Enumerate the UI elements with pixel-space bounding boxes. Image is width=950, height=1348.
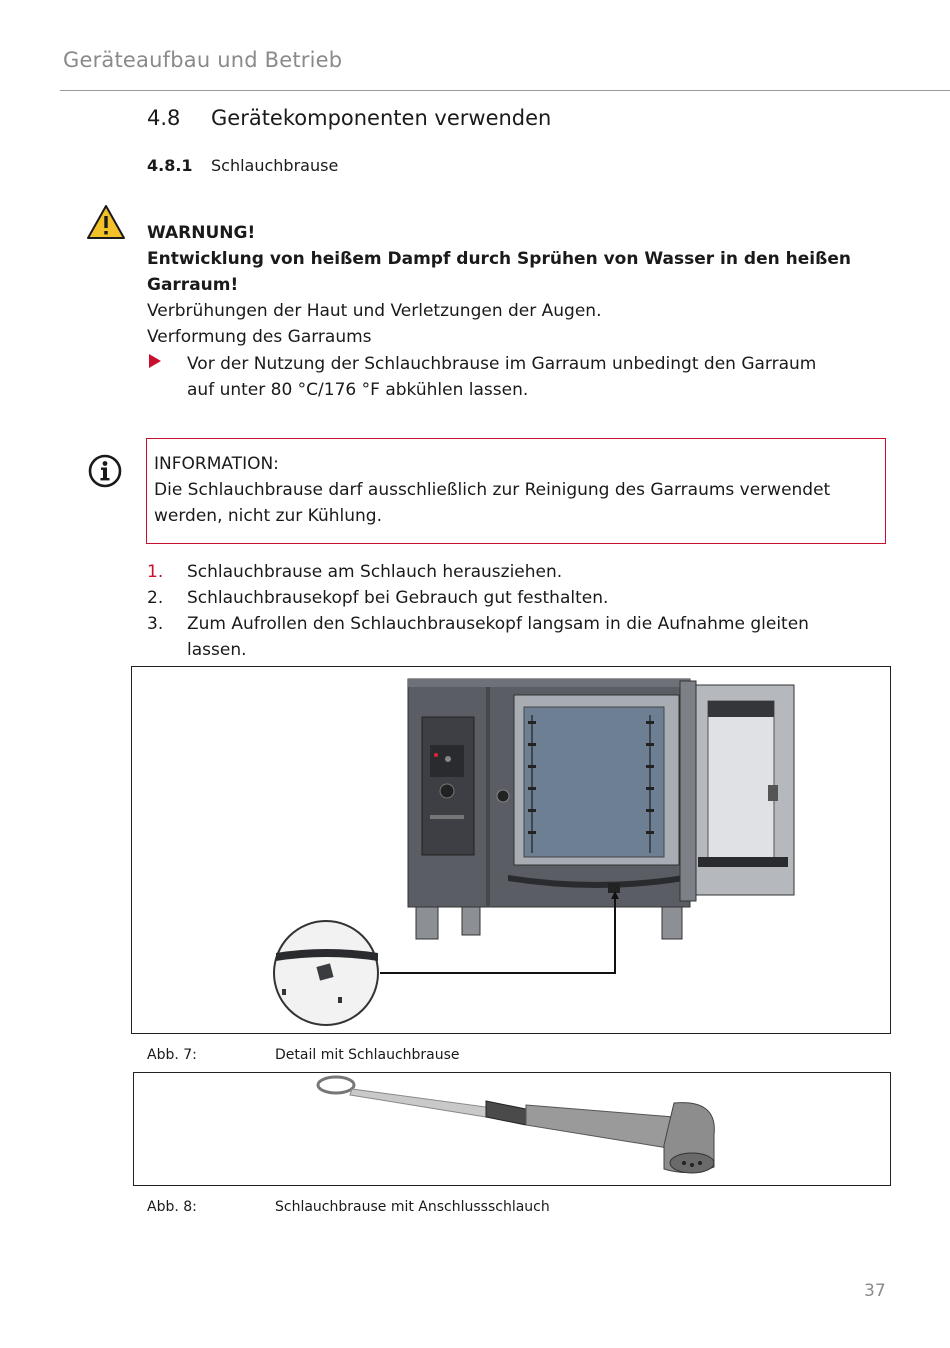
header-divider <box>60 90 950 91</box>
section-number: 4.8 <box>147 106 181 130</box>
warning-action-cont: auf unter 80 °C/176 °F abkühlen lassen. <box>187 380 529 400</box>
step-number: 2. <box>147 588 164 608</box>
info-circle-icon <box>88 454 122 488</box>
warning-headline: Entwicklung von heißem Dampf durch Sprühen von Wasser in den heißen <box>147 249 851 269</box>
step-number: 1. <box>147 562 164 582</box>
figure-label: Abb. 8: <box>147 1199 197 1215</box>
figure-caption: Detail mit Schlauchbrause <box>275 1047 460 1063</box>
warning-consequence: Verbrühungen der Haut und Verletzungen der Augen. <box>147 301 602 321</box>
page-number: 37 <box>864 1281 886 1301</box>
warning-triangle-icon <box>86 204 126 240</box>
warning-action: Vor der Nutzung der Schlauchbrause im Garraum unbedingt den Garraum <box>187 354 817 374</box>
appliance-illustration <box>132 667 890 1033</box>
hand-shower-illustration <box>134 1073 890 1185</box>
figure-label: Abb. 7: <box>147 1047 197 1063</box>
information-label: INFORMATION: <box>154 454 279 474</box>
warning-headline-cont: Garraum! <box>147 275 239 295</box>
running-header: Geräteaufbau und Betrieb <box>63 48 343 72</box>
action-bullet-icon <box>149 354 161 368</box>
subsection-title: Schlauchbrause <box>211 156 339 175</box>
step-text: Schlauchbrause am Schlauch herausziehen. <box>187 562 563 582</box>
section-title: Gerätekomponenten verwenden <box>211 106 552 130</box>
warning-label: WARNUNG! <box>147 223 256 243</box>
information-text-cont: werden, nicht zur Kühlung. <box>154 506 382 526</box>
figure-appliance <box>131 666 891 1034</box>
figure-caption: Schlauchbrause mit Anschlussschlauch <box>275 1199 550 1215</box>
figure-hand-shower <box>133 1072 891 1186</box>
step-text: Zum Aufrollen den Schlauchbrausekopf langsam in die Aufnahme gleiten <box>187 614 809 634</box>
warning-consequence: Verformung des Garraums <box>147 327 372 347</box>
step-text: Schlauchbrausekopf bei Gebrauch gut festhalten. <box>187 588 609 608</box>
subsection-number: 4.8.1 <box>147 156 193 175</box>
information-text: Die Schlauchbrause darf ausschließlich zur Reinigung des Garraums verwendet <box>154 480 831 500</box>
step-number: 3. <box>147 614 164 634</box>
step-text-cont: lassen. <box>187 640 247 660</box>
